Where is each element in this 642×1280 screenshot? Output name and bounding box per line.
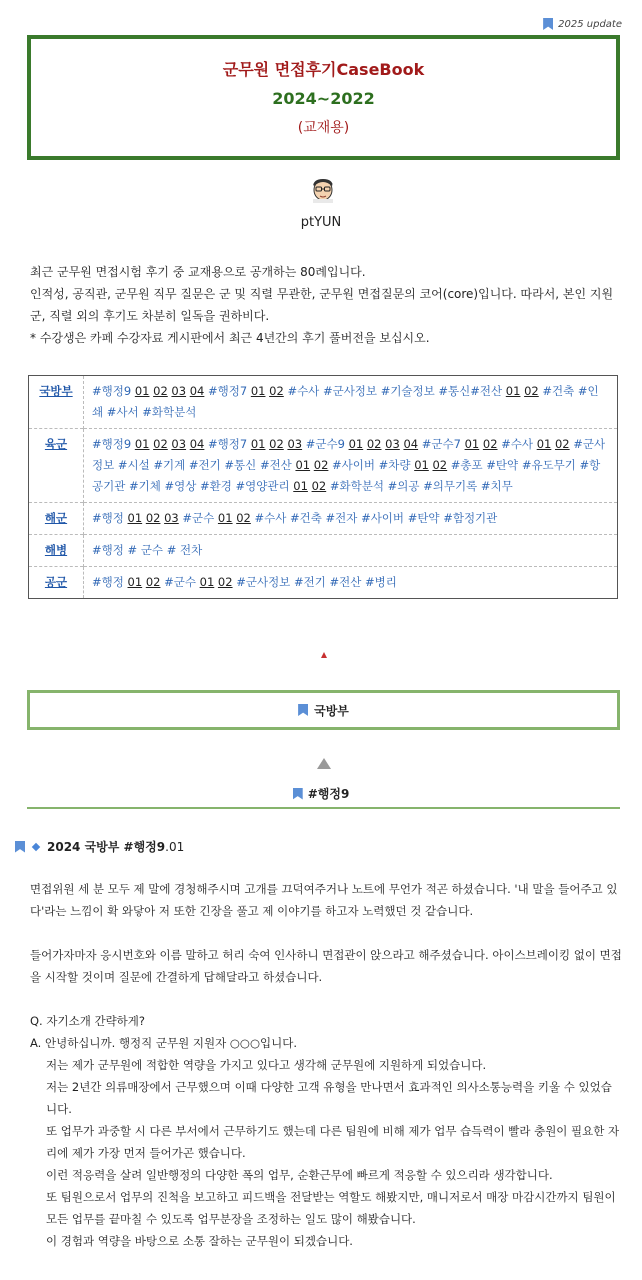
category-link[interactable]: 공군 xyxy=(29,567,84,599)
tag-number-link[interactable]: 03 xyxy=(164,511,179,525)
tag-number-link[interactable]: 02 xyxy=(432,458,448,472)
post-body xyxy=(30,878,622,1252)
tag-link[interactable]: # xyxy=(127,543,138,557)
tag-number-link[interactable]: 03 xyxy=(385,437,400,451)
category-tags xyxy=(84,567,618,599)
tag-number-link[interactable]: 02 xyxy=(269,384,284,398)
cover-years: 2024~2022 xyxy=(272,89,375,108)
tag-link[interactable]: 전차 xyxy=(179,543,203,557)
tag-link[interactable]: #치무 xyxy=(480,479,513,493)
tag-link[interactable]: #행정 xyxy=(92,511,124,525)
category-link[interactable]: 해군 xyxy=(29,503,84,535)
subsection-header xyxy=(0,785,642,802)
tag-link[interactable]: #행정7 xyxy=(208,437,248,451)
author-name: ptYUN xyxy=(300,215,342,230)
tag-link[interactable]: #군수9 xyxy=(305,437,345,451)
answer-line: 저는 제가 군무원에 적합한 역량을 가지고 있다고 생각해 군무원에 지원하게 되었습니다. xyxy=(46,1058,487,1072)
answer-line: 또 업무가 과중할 시 다른 부서에서 근무하기도 했는데 다른 팀원에 비해 제가 업무 습득력이 빨라 충원이 필요한 자리에 제가 가장 먼저 들어가곤 했습니다. xyxy=(46,1124,620,1160)
category-tags xyxy=(84,535,618,567)
author-avatar-icon xyxy=(309,177,337,203)
intro-text xyxy=(30,261,615,349)
tag-number-link[interactable]: 01 xyxy=(295,458,311,472)
category-row xyxy=(29,535,618,567)
tag-link[interactable]: #의공 xyxy=(387,479,420,493)
divider xyxy=(27,807,620,809)
tag-link[interactable]: #수사 xyxy=(501,437,534,451)
tag-link[interactable]: #전기 xyxy=(293,575,326,589)
category-row xyxy=(29,503,618,535)
tag-link[interactable]: #수사 xyxy=(254,511,287,525)
tag-link[interactable]: #화학분석 xyxy=(142,405,197,419)
tag-number-link[interactable]: 02 xyxy=(311,479,327,493)
answer-line: 이 경험과 역량을 바탕으로 소통 잘하는 군무원이 되겠습니다. xyxy=(46,1234,353,1248)
category-row xyxy=(29,376,618,429)
tag-link[interactable]: #유도무기 xyxy=(521,458,576,472)
tag-link[interactable]: #인쇄 xyxy=(92,384,599,419)
tag-link[interactable]: #행정7 xyxy=(208,384,248,398)
bookmark-icon xyxy=(298,704,308,716)
tag-link[interactable]: #전산 xyxy=(259,458,292,472)
tag-number-link[interactable]: 02 xyxy=(145,511,161,525)
cover-subtitle: (교재용) xyxy=(297,120,350,136)
tag-link[interactable]: #탄약 xyxy=(407,511,440,525)
category-tags xyxy=(84,429,618,503)
tag-link[interactable]: #군수 xyxy=(182,511,215,525)
intro-line: 최근 군무원 면접시험 후기 중 교재용으로 공개하는 80례입니다. xyxy=(30,265,366,279)
paragraph: 면접위원 세 분 모두 제 말에 경청해주시며 고개를 끄덕여주거나 노트에 무언가 적곤 하셨습니다. '내 말을 들어주고 있다'라는 느낌이 확 와닿아 저 또한 긴장을 풀고 제 이야기를 하고자 노력했던 것 같습니다. xyxy=(30,882,618,918)
tag-link[interactable]: #행정 xyxy=(92,575,124,589)
tag-link[interactable]: #전자 xyxy=(325,511,358,525)
tag-link[interactable]: #군수 xyxy=(164,575,196,589)
category-row xyxy=(29,429,618,503)
tag-link[interactable]: #군사정보 xyxy=(236,575,291,589)
tag-link[interactable]: #기체 xyxy=(128,479,161,493)
tag-number-link[interactable]: 01 xyxy=(134,384,150,398)
category-link[interactable]: 국방부 xyxy=(29,376,84,429)
tag-number-link[interactable]: 02 xyxy=(153,437,168,451)
section-header xyxy=(27,690,620,730)
tag-number-link[interactable]: 02 xyxy=(153,384,168,398)
tag-link[interactable]: #차량 xyxy=(378,458,411,472)
tag-link[interactable]: #항공기관 xyxy=(92,458,601,493)
tag-number-link[interactable]: 02 xyxy=(313,458,329,472)
tag-link[interactable]: #영상 xyxy=(164,479,197,493)
tag-number-link[interactable]: 01 xyxy=(250,384,266,398)
post-title-bold: 2024 국방부 #행정9 xyxy=(47,840,166,854)
diamond-icon xyxy=(32,842,40,850)
tag-link[interactable]: #기계 xyxy=(153,458,186,472)
tag-link[interactable]: #영양관리 xyxy=(235,479,290,493)
section-title: 국방부 xyxy=(314,703,349,718)
tag-number-link[interactable]: 01 xyxy=(414,458,429,472)
tag-number-link[interactable]: 03 xyxy=(171,437,187,451)
tag-number-link[interactable]: 01 xyxy=(250,437,266,451)
tag-number-link[interactable]: 01 xyxy=(348,437,364,451)
tag-link[interactable]: #전산 xyxy=(329,575,362,589)
tag-number-link[interactable]: 04 xyxy=(189,437,205,451)
tag-number-link[interactable]: 01 xyxy=(134,437,150,451)
tag-link[interactable]: #통신 xyxy=(224,458,257,472)
tag-link[interactable]: #탄약 xyxy=(486,458,519,472)
post-title-suffix: .01 xyxy=(165,840,185,854)
tag-link[interactable]: # xyxy=(166,543,177,557)
tag-link[interactable]: #행정9 xyxy=(92,437,132,451)
tag-link[interactable]: #환경 xyxy=(200,479,232,493)
intro-line: * 수강생은 카페 수강자료 게시판에서 최근 4년간의 후기 풀버전을 보십시오. xyxy=(30,331,430,345)
qa-block xyxy=(30,1010,622,1252)
tag-link[interactable]: #군사정보 xyxy=(322,384,378,398)
update-label xyxy=(543,18,622,30)
tag-link[interactable]: #사이버 xyxy=(332,458,376,472)
question: Q. 자기소개 간략하게? xyxy=(30,1014,145,1028)
tag-link[interactable]: #통신#전산 xyxy=(438,384,503,398)
answer-line: 이런 적응력을 살려 일반행정의 다양한 폭의 업무, 순환근무에 빠르게 적응할 수 있으리라 생각합니다. xyxy=(46,1168,553,1182)
tag-number-link[interactable]: 01 xyxy=(217,511,233,525)
tag-link[interactable]: #군수7 xyxy=(421,437,461,451)
paragraph: 들어가자마자 응시번호와 이름 말하고 허리 숙여 인사하니 면접관이 앉으라고 해주셨습니다. 아이스브레이킹 없이 면접을 시작할 것이며 질문에 간결하게 답해달라고 하셨습니다. xyxy=(30,948,622,984)
tag-number-link[interactable]: 01 xyxy=(464,437,480,451)
category-table xyxy=(28,375,618,599)
tag-number-link[interactable]: 02 xyxy=(217,575,233,589)
answer-line: 또 팀원으로서 업무의 진척을 보고하고 피드백을 전달받는 역할도 해봤지만, 매니저로서 매장 마감시간까지 팀원이 모든 업무를 끝마칠 수 있도록 업무분장을 조정하는 일도 많이 해봤습니다. xyxy=(46,1190,616,1226)
tag-link[interactable]: #건축 xyxy=(290,511,322,525)
scroll-top-icon[interactable] xyxy=(321,652,327,658)
tag-number-link[interactable]: 04 xyxy=(403,437,419,451)
tag-link[interactable]: #화학분석 xyxy=(329,479,384,493)
subsection-title: #행정9 xyxy=(307,787,350,801)
tag-link[interactable]: #사이버 xyxy=(361,511,405,525)
tag-link[interactable]: #수사 xyxy=(287,384,320,398)
tag-link[interactable]: 군수 xyxy=(140,543,164,557)
tag-link[interactable]: #사서 xyxy=(106,405,139,419)
intro-line: 인적성, 공직관, 군무원 직무 질문은 군 및 직렬 무관한, 군무원 면접질문의 코어(core)입니다. 따라서, 본인 지원 군, 직렬 외의 후기도 차분히 일독을 권하비다. xyxy=(30,287,614,323)
category-row xyxy=(29,567,618,599)
scroll-top-icon[interactable] xyxy=(317,758,331,769)
tag-number-link[interactable]: 02 xyxy=(482,437,498,451)
tag-number-link[interactable]: 01 xyxy=(536,437,552,451)
category-tags xyxy=(84,503,618,535)
update-text: 2025 update xyxy=(558,18,622,30)
tag-link[interactable]: #의무기록 xyxy=(423,479,478,493)
tag-link[interactable]: #병리 xyxy=(364,575,397,589)
tag-number-link[interactable]: 01 xyxy=(199,575,215,589)
bookmark-icon xyxy=(15,841,25,853)
tag-link[interactable]: #기술정보 xyxy=(380,384,435,398)
category-tags xyxy=(84,376,618,429)
tag-number-link[interactable]: 03 xyxy=(287,437,303,451)
cover-box xyxy=(27,35,620,160)
tag-link[interactable]: #행정9 xyxy=(92,384,132,398)
answer-line: 저는 2년간 의류매장에서 근무했으며 이때 다양한 고객 유형을 만나면서 효과적인 의사소통능력을 키울 수 있었습니다. xyxy=(46,1080,612,1116)
tag-number-link[interactable]: 03 xyxy=(171,384,187,398)
tag-number-link[interactable]: 02 xyxy=(236,511,251,525)
post-title xyxy=(15,838,184,855)
tag-number-link[interactable]: 01 xyxy=(505,384,521,398)
tag-number-link[interactable]: 01 xyxy=(127,575,143,589)
tag-number-link[interactable]: 01 xyxy=(293,479,308,493)
tag-link[interactable]: #함정기관 xyxy=(443,511,498,525)
tag-link[interactable]: #총포 xyxy=(450,458,483,472)
tag-number-link[interactable]: 02 xyxy=(524,384,539,398)
bookmark-icon xyxy=(543,18,553,30)
bookmark-icon xyxy=(293,788,303,800)
tag-link[interactable]: #행정 xyxy=(92,543,124,557)
tag-number-link[interactable]: 02 xyxy=(145,575,161,589)
answer-line: A. 안녕하십니까. 행정직 군무원 지원자 ○○○입니다. xyxy=(30,1036,297,1050)
tag-number-link[interactable]: 04 xyxy=(189,384,205,398)
tag-link[interactable]: #건축 xyxy=(542,384,575,398)
tag-number-link[interactable]: 02 xyxy=(554,437,570,451)
tag-link[interactable]: #시설 xyxy=(117,458,150,472)
tag-number-link[interactable]: 02 xyxy=(269,437,284,451)
tag-number-link[interactable]: 01 xyxy=(127,511,143,525)
category-link[interactable]: 육군 xyxy=(29,429,84,503)
tag-link[interactable]: #군사정보 xyxy=(92,437,606,472)
cover-title: 군무원 면접후기CaseBook xyxy=(222,60,425,79)
tag-number-link[interactable]: 02 xyxy=(366,437,382,451)
category-link[interactable]: 해병 xyxy=(29,535,84,567)
tag-link[interactable]: #전기 xyxy=(188,458,221,472)
